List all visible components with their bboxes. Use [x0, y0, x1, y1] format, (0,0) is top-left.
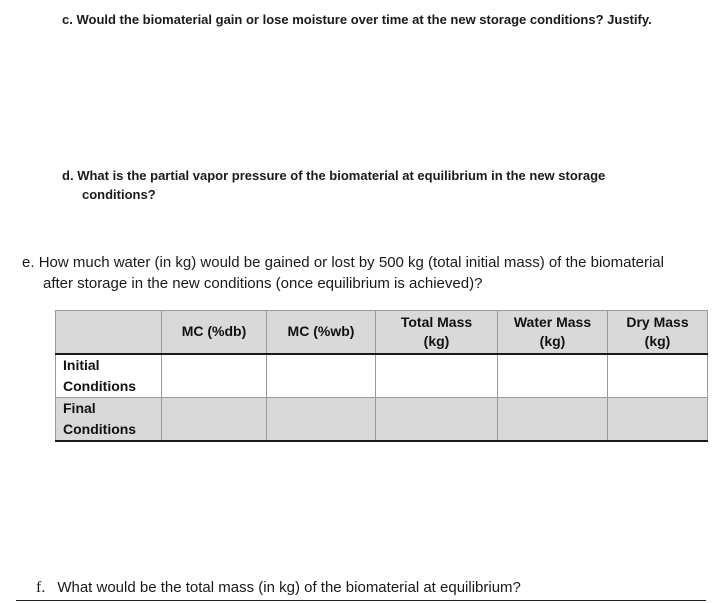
- initial-mc-wb-cell[interactable]: [267, 354, 376, 398]
- row-label-final: [56, 397, 162, 441]
- row-label-final-line1: Final: [63, 399, 96, 416]
- question-c: [62, 12, 652, 27]
- question-e-label: e.: [22, 254, 35, 271]
- question-e: [22, 252, 712, 294]
- table-header-dry-mass-line1: Dry Mass: [626, 313, 689, 330]
- initial-total-mass-cell[interactable]: [376, 354, 498, 398]
- table-header-total-mass-line1: Total Mass: [400, 313, 473, 330]
- final-mc-db-cell[interactable]: [162, 397, 267, 441]
- table-header-mc-db: MC (%db): [162, 311, 267, 354]
- question-e-text-line1: How much water (in kg) would be gained or lost by 500 kg (total initial mass) of the biomaterial: [38, 254, 664, 271]
- table-header-dry-mass-line2: (kg): [644, 332, 671, 349]
- question-d: [62, 166, 682, 204]
- table-header-dry-mass: [608, 311, 708, 354]
- table-header-row: [56, 311, 708, 354]
- final-mc-wb-cell[interactable]: [267, 397, 376, 441]
- question-c-label: c.: [62, 12, 73, 27]
- initial-dry-mass-cell[interactable]: [608, 354, 708, 398]
- question-f: [36, 579, 521, 597]
- question-f-text: What would be the total mass (in kg) of the biomaterial at equilibrium?: [57, 579, 521, 596]
- final-water-mass-cell[interactable]: [498, 397, 608, 441]
- row-label-final-line2: Conditions: [63, 420, 137, 437]
- question-d-label: d.: [62, 168, 74, 183]
- table-header-total-mass-line2: (kg): [423, 332, 450, 349]
- initial-mc-db-cell[interactable]: [162, 354, 267, 398]
- table-row-initial: [56, 354, 708, 398]
- table-header-total-mass: [376, 311, 498, 354]
- table-header-mc-wb: MC (%wb): [267, 311, 376, 354]
- row-label-initial-line1: Initial: [63, 356, 100, 373]
- bottom-rule: [16, 600, 706, 601]
- mass-table: [55, 310, 708, 442]
- question-e-text-line2: after storage in the new conditions (once equilibrium is achieved)?: [43, 275, 483, 292]
- table-header-water-mass-line1: Water Mass: [513, 313, 592, 330]
- row-label-initial: [56, 354, 162, 398]
- question-d-text-line2: conditions?: [82, 187, 156, 202]
- table-header-water-mass-line2: (kg): [539, 332, 566, 349]
- question-d-text-line1: What is the partial vapor pressure of the biomaterial at equilibrium in the new storage: [77, 168, 606, 183]
- row-label-initial-line2: Conditions: [63, 377, 137, 394]
- table-header-water-mass: [498, 311, 608, 354]
- question-c-text: Would the biomaterial gain or lose moisture over time at the new storage conditions? Justify.: [76, 12, 652, 27]
- table-header-corner: [56, 311, 162, 354]
- table-row-final: [56, 397, 708, 441]
- initial-water-mass-cell[interactable]: [498, 354, 608, 398]
- final-dry-mass-cell[interactable]: [608, 397, 708, 441]
- question-f-label: f.: [36, 579, 46, 596]
- final-total-mass-cell[interactable]: [376, 397, 498, 441]
